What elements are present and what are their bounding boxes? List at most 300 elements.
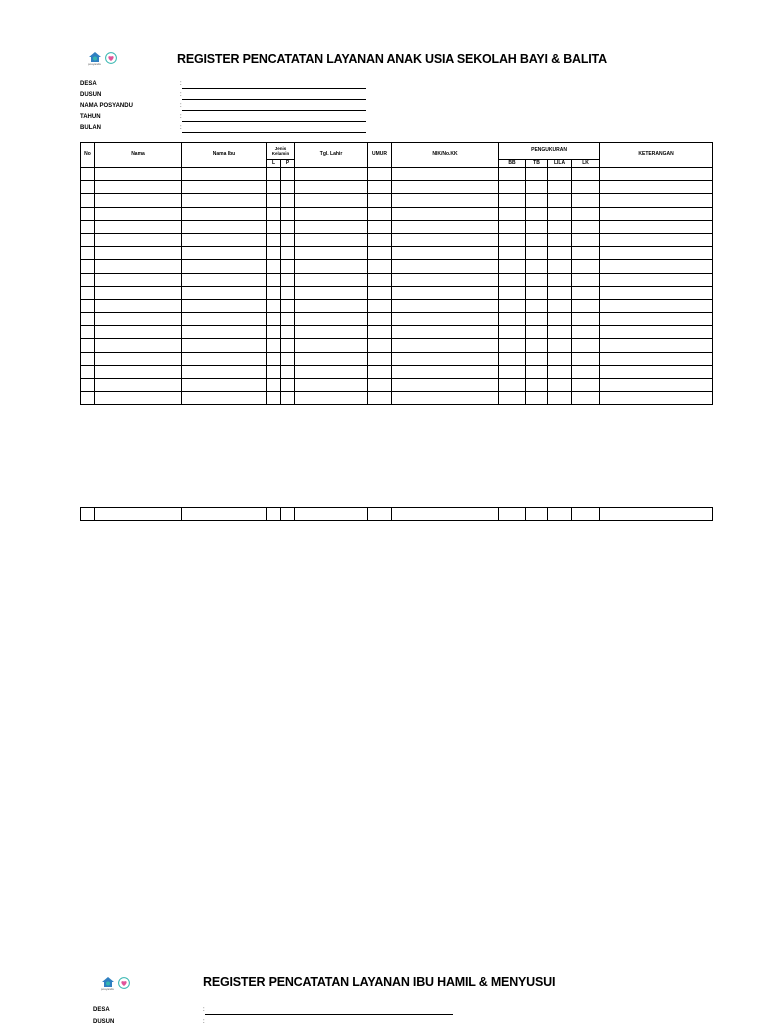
col-jenis-kelamin-header: Jenis Kelamin — [267, 143, 295, 160]
cell[interactable] — [368, 365, 392, 378]
cell[interactable] — [95, 181, 182, 194]
cell[interactable] — [600, 207, 713, 220]
register-table — [80, 142, 713, 405]
field-colon: : — [203, 1019, 205, 1025]
cell[interactable] — [548, 379, 572, 392]
table-row — [81, 352, 713, 365]
table-row — [81, 194, 713, 207]
col-nik-header: NIK/No.KK — [392, 143, 499, 168]
cell[interactable] — [600, 181, 713, 194]
cell[interactable] — [572, 379, 600, 392]
cell[interactable] — [548, 181, 572, 194]
field-tahun — [80, 113, 380, 124]
cell[interactable] — [499, 220, 526, 233]
cell[interactable] — [281, 181, 295, 194]
cell[interactable] — [392, 181, 499, 194]
cell[interactable] — [281, 207, 295, 220]
cell[interactable] — [368, 220, 392, 233]
cell[interactable] — [182, 181, 267, 194]
cell[interactable] — [95, 260, 182, 273]
cell[interactable] — [95, 247, 182, 260]
cell[interactable] — [182, 508, 267, 521]
cell[interactable] — [368, 233, 392, 246]
cell[interactable] — [182, 220, 267, 233]
field-label: DESA — [80, 81, 97, 87]
page-title: REGISTER PENCATATAN LAYANAN ANAK USIA SEKOLAH BAYI & BALITA — [177, 52, 607, 66]
cell[interactable] — [182, 233, 267, 246]
cell[interactable] — [600, 168, 713, 181]
cell[interactable] — [267, 313, 281, 326]
cell[interactable] — [392, 313, 499, 326]
cell[interactable] — [95, 273, 182, 286]
cell[interactable] — [267, 392, 281, 405]
cell[interactable] — [526, 260, 548, 273]
heart-shield-icon — [105, 52, 117, 64]
table-row — [81, 313, 713, 326]
cell[interactable] — [81, 260, 95, 273]
cell[interactable] — [81, 508, 95, 521]
cell[interactable] — [368, 379, 392, 392]
table-row — [81, 273, 713, 286]
cell[interactable] — [392, 379, 499, 392]
cell[interactable] — [182, 379, 267, 392]
cell[interactable] — [600, 220, 713, 233]
cell[interactable] — [392, 260, 499, 273]
cell[interactable] — [81, 286, 95, 299]
cell[interactable] — [281, 220, 295, 233]
cell[interactable] — [548, 392, 572, 405]
table-row — [81, 379, 713, 392]
cell[interactable] — [281, 339, 295, 352]
cell[interactable] — [295, 299, 368, 312]
cell[interactable] — [392, 207, 499, 220]
cell[interactable] — [81, 379, 95, 392]
cell[interactable] — [392, 365, 499, 378]
cell[interactable] — [499, 339, 526, 352]
cell[interactable] — [95, 299, 182, 312]
cell[interactable] — [182, 392, 267, 405]
cell[interactable] — [295, 207, 368, 220]
cell[interactable] — [281, 508, 295, 521]
cell[interactable] — [526, 313, 548, 326]
cell[interactable] — [368, 207, 392, 220]
cell[interactable] — [182, 352, 267, 365]
cell[interactable] — [267, 168, 281, 181]
field-desa-2 — [93, 1006, 393, 1017]
cell[interactable] — [600, 273, 713, 286]
cell[interactable] — [392, 299, 499, 312]
cell[interactable] — [281, 286, 295, 299]
cell[interactable] — [572, 326, 600, 339]
cell[interactable] — [281, 247, 295, 260]
field-colon: : — [180, 103, 182, 109]
cell[interactable] — [95, 392, 182, 405]
cell[interactable] — [600, 379, 713, 392]
cell[interactable] — [572, 181, 600, 194]
cell[interactable] — [182, 313, 267, 326]
cell[interactable] — [499, 273, 526, 286]
cell[interactable] — [368, 508, 392, 521]
posyandu-logo — [88, 52, 101, 66]
cell[interactable] — [526, 207, 548, 220]
cell[interactable] — [81, 220, 95, 233]
cell[interactable] — [499, 352, 526, 365]
cell[interactable] — [182, 207, 267, 220]
cell[interactable] — [600, 365, 713, 378]
cell[interactable] — [267, 273, 281, 286]
cell[interactable] — [267, 365, 281, 378]
cell[interactable] — [600, 339, 713, 352]
col-nama-header: Nama — [95, 143, 182, 168]
cell[interactable] — [499, 326, 526, 339]
cell[interactable] — [499, 379, 526, 392]
col-umur-header: UMUR — [368, 143, 392, 168]
cell[interactable] — [572, 339, 600, 352]
cell[interactable] — [81, 392, 95, 405]
cell[interactable] — [548, 365, 572, 378]
cell[interactable] — [95, 207, 182, 220]
cell[interactable] — [368, 247, 392, 260]
table-row — [81, 220, 713, 233]
cell[interactable] — [392, 339, 499, 352]
table-row — [81, 365, 713, 378]
cell[interactable] — [267, 260, 281, 273]
cell[interactable] — [267, 220, 281, 233]
cell[interactable] — [267, 181, 281, 194]
cell[interactable] — [295, 392, 368, 405]
cell[interactable] — [499, 247, 526, 260]
cell[interactable] — [572, 207, 600, 220]
cell[interactable] — [392, 286, 499, 299]
table-row — [81, 339, 713, 352]
cell[interactable] — [281, 313, 295, 326]
cell[interactable] — [392, 326, 499, 339]
cell[interactable] — [548, 326, 572, 339]
cell[interactable] — [295, 339, 368, 352]
cell[interactable] — [281, 273, 295, 286]
cell[interactable] — [499, 207, 526, 220]
cell[interactable] — [548, 260, 572, 273]
cell[interactable] — [392, 220, 499, 233]
cell[interactable] — [526, 233, 548, 246]
cell[interactable] — [368, 352, 392, 365]
col-keterangan-header: KETERANGAN — [600, 143, 713, 168]
table-row — [81, 326, 713, 339]
cell[interactable] — [295, 247, 368, 260]
table-row — [81, 233, 713, 246]
cell[interactable] — [95, 379, 182, 392]
cell[interactable] — [368, 299, 392, 312]
cell[interactable] — [295, 313, 368, 326]
cell[interactable] — [81, 339, 95, 352]
logo-caption: posyandu — [101, 987, 115, 991]
cell[interactable] — [499, 313, 526, 326]
cell[interactable] — [281, 233, 295, 246]
cell[interactable] — [182, 260, 267, 273]
col-l-header: L — [267, 160, 281, 168]
cell[interactable] — [572, 220, 600, 233]
cell[interactable] — [295, 260, 368, 273]
col-bb-header: BB — [499, 160, 526, 168]
cell[interactable] — [572, 313, 600, 326]
field-label: DESA — [93, 1007, 110, 1013]
cell[interactable] — [526, 273, 548, 286]
cell[interactable] — [526, 220, 548, 233]
field-input-line[interactable] — [182, 132, 366, 133]
cell[interactable] — [182, 365, 267, 378]
cell[interactable] — [368, 273, 392, 286]
cell[interactable] — [295, 220, 368, 233]
cell[interactable] — [548, 352, 572, 365]
cell[interactable] — [499, 181, 526, 194]
cell[interactable] — [392, 392, 499, 405]
cell[interactable] — [182, 286, 267, 299]
cell[interactable] — [81, 352, 95, 365]
cell[interactable] — [368, 286, 392, 299]
cell[interactable] — [95, 233, 182, 246]
cell[interactable] — [81, 168, 95, 181]
cell[interactable] — [81, 313, 95, 326]
cell[interactable] — [526, 392, 548, 405]
cell[interactable] — [182, 326, 267, 339]
cell[interactable] — [182, 247, 267, 260]
cell[interactable] — [81, 233, 95, 246]
cell[interactable] — [392, 194, 499, 207]
cell[interactable] — [95, 194, 182, 207]
cell[interactable] — [295, 379, 368, 392]
cell[interactable] — [600, 352, 713, 365]
field-colon: : — [180, 81, 182, 87]
cell[interactable] — [526, 365, 548, 378]
cell[interactable] — [267, 194, 281, 207]
cell[interactable] — [295, 168, 368, 181]
field-input-line[interactable] — [205, 1014, 453, 1015]
cell[interactable] — [392, 233, 499, 246]
cell[interactable] — [392, 352, 499, 365]
cell[interactable] — [281, 379, 295, 392]
cell[interactable] — [281, 365, 295, 378]
cell[interactable] — [526, 194, 548, 207]
cell[interactable] — [548, 299, 572, 312]
cell[interactable] — [548, 168, 572, 181]
cell[interactable] — [526, 352, 548, 365]
cell[interactable] — [81, 247, 95, 260]
cell[interactable] — [267, 326, 281, 339]
cell[interactable] — [499, 392, 526, 405]
table-row — [81, 181, 713, 194]
cell[interactable] — [267, 247, 281, 260]
cell[interactable] — [526, 168, 548, 181]
cell[interactable] — [392, 247, 499, 260]
field-label: DUSUN — [93, 1019, 115, 1025]
cell[interactable] — [281, 299, 295, 312]
cell[interactable] — [499, 194, 526, 207]
cell[interactable] — [572, 365, 600, 378]
cell[interactable] — [281, 352, 295, 365]
cell[interactable] — [295, 233, 368, 246]
cell[interactable] — [267, 352, 281, 365]
cell[interactable] — [281, 326, 295, 339]
cell[interactable] — [295, 365, 368, 378]
cell[interactable] — [81, 365, 95, 378]
cell[interactable] — [368, 313, 392, 326]
cell[interactable] — [182, 273, 267, 286]
field-input-line[interactable] — [182, 110, 366, 111]
cell[interactable] — [499, 168, 526, 181]
cell[interactable] — [95, 286, 182, 299]
cell[interactable] — [95, 326, 182, 339]
cell[interactable] — [368, 392, 392, 405]
cell[interactable] — [295, 508, 368, 521]
field-input-line[interactable] — [182, 88, 366, 89]
cell[interactable] — [182, 299, 267, 312]
cell[interactable] — [81, 194, 95, 207]
cell[interactable] — [295, 326, 368, 339]
cell[interactable] — [281, 392, 295, 405]
col-pengukuran-header: PENGUKURAN — [499, 143, 600, 160]
cell[interactable] — [548, 194, 572, 207]
cell[interactable] — [295, 352, 368, 365]
cell[interactable] — [548, 313, 572, 326]
cell[interactable] — [392, 273, 499, 286]
cell[interactable] — [95, 220, 182, 233]
col-lk-header: LK — [572, 160, 600, 168]
cell[interactable] — [526, 326, 548, 339]
cell[interactable] — [81, 326, 95, 339]
cell[interactable] — [499, 286, 526, 299]
cell[interactable] — [267, 286, 281, 299]
cell[interactable] — [548, 233, 572, 246]
cell[interactable] — [267, 339, 281, 352]
cell[interactable] — [368, 326, 392, 339]
cell[interactable] — [267, 207, 281, 220]
cell[interactable] — [295, 194, 368, 207]
cell[interactable] — [499, 508, 526, 521]
cell[interactable] — [281, 168, 295, 181]
register-table-continuation — [80, 507, 713, 521]
cell[interactable] — [526, 508, 548, 521]
cell[interactable] — [81, 207, 95, 220]
cell[interactable] — [572, 194, 600, 207]
cell[interactable] — [526, 247, 548, 260]
cell[interactable] — [572, 260, 600, 273]
col-lila-header: LILA — [548, 160, 572, 168]
cell[interactable] — [368, 260, 392, 273]
cell[interactable] — [81, 181, 95, 194]
cell[interactable] — [548, 220, 572, 233]
field-colon: : — [203, 1007, 205, 1013]
cell[interactable] — [295, 286, 368, 299]
cell[interactable] — [600, 313, 713, 326]
table-row — [81, 207, 713, 220]
cell[interactable] — [182, 339, 267, 352]
cell[interactable] — [572, 508, 600, 521]
cell[interactable] — [267, 299, 281, 312]
table-row — [81, 247, 713, 260]
cell[interactable] — [572, 352, 600, 365]
cell[interactable] — [526, 181, 548, 194]
cell[interactable] — [499, 260, 526, 273]
cell[interactable] — [295, 273, 368, 286]
cell[interactable] — [600, 260, 713, 273]
field-label: DUSUN — [80, 92, 102, 98]
cell[interactable] — [600, 247, 713, 260]
cell[interactable] — [600, 326, 713, 339]
cell[interactable] — [499, 299, 526, 312]
cell[interactable] — [499, 233, 526, 246]
cell[interactable] — [95, 168, 182, 181]
cell[interactable] — [600, 194, 713, 207]
field-label: NAMA POSYANDU — [80, 103, 133, 109]
cell[interactable] — [526, 379, 548, 392]
cell[interactable] — [548, 273, 572, 286]
cell[interactable] — [572, 392, 600, 405]
cell[interactable] — [281, 194, 295, 207]
cell[interactable] — [95, 313, 182, 326]
cell[interactable] — [548, 207, 572, 220]
cell[interactable] — [572, 273, 600, 286]
cell[interactable] — [295, 181, 368, 194]
cell[interactable] — [600, 392, 713, 405]
cell[interactable] — [281, 260, 295, 273]
cell[interactable] — [548, 339, 572, 352]
cell[interactable] — [182, 168, 267, 181]
cell[interactable] — [526, 299, 548, 312]
cell[interactable] — [95, 352, 182, 365]
cell[interactable] — [548, 508, 572, 521]
cell[interactable] — [600, 299, 713, 312]
cell[interactable] — [368, 181, 392, 194]
cell[interactable] — [526, 286, 548, 299]
cell[interactable] — [572, 286, 600, 299]
cell[interactable] — [572, 168, 600, 181]
field-colon: : — [180, 92, 182, 98]
cell[interactable] — [368, 339, 392, 352]
cell[interactable] — [548, 247, 572, 260]
cell[interactable] — [499, 365, 526, 378]
cell[interactable] — [600, 508, 713, 521]
heart-shield-icon — [118, 977, 130, 989]
cell[interactable] — [368, 194, 392, 207]
cell[interactable] — [600, 286, 713, 299]
cell[interactable] — [548, 286, 572, 299]
posyandu-house-icon — [89, 52, 101, 62]
cell[interactable] — [267, 233, 281, 246]
col-nama-ibu-header: Nama Ibu — [182, 143, 267, 168]
cell[interactable] — [95, 339, 182, 352]
cell[interactable] — [368, 168, 392, 181]
cell[interactable] — [572, 247, 600, 260]
page-title-2: REGISTER PENCATATAN LAYANAN IBU HAMIL & MENYUSUI — [203, 975, 556, 989]
cell[interactable] — [572, 299, 600, 312]
cell[interactable] — [81, 299, 95, 312]
field-input-line[interactable] — [182, 99, 366, 100]
cell[interactable] — [267, 508, 281, 521]
cell[interactable] — [267, 379, 281, 392]
cell[interactable] — [572, 233, 600, 246]
cell[interactable] — [95, 508, 182, 521]
cell[interactable] — [182, 194, 267, 207]
field-input-line[interactable] — [182, 121, 366, 122]
table-row — [81, 260, 713, 273]
cell[interactable] — [392, 168, 499, 181]
cell[interactable] — [95, 365, 182, 378]
cell[interactable] — [600, 233, 713, 246]
cell[interactable] — [81, 273, 95, 286]
cell[interactable] — [392, 508, 499, 521]
table-header-row — [81, 143, 713, 160]
cell[interactable] — [526, 339, 548, 352]
